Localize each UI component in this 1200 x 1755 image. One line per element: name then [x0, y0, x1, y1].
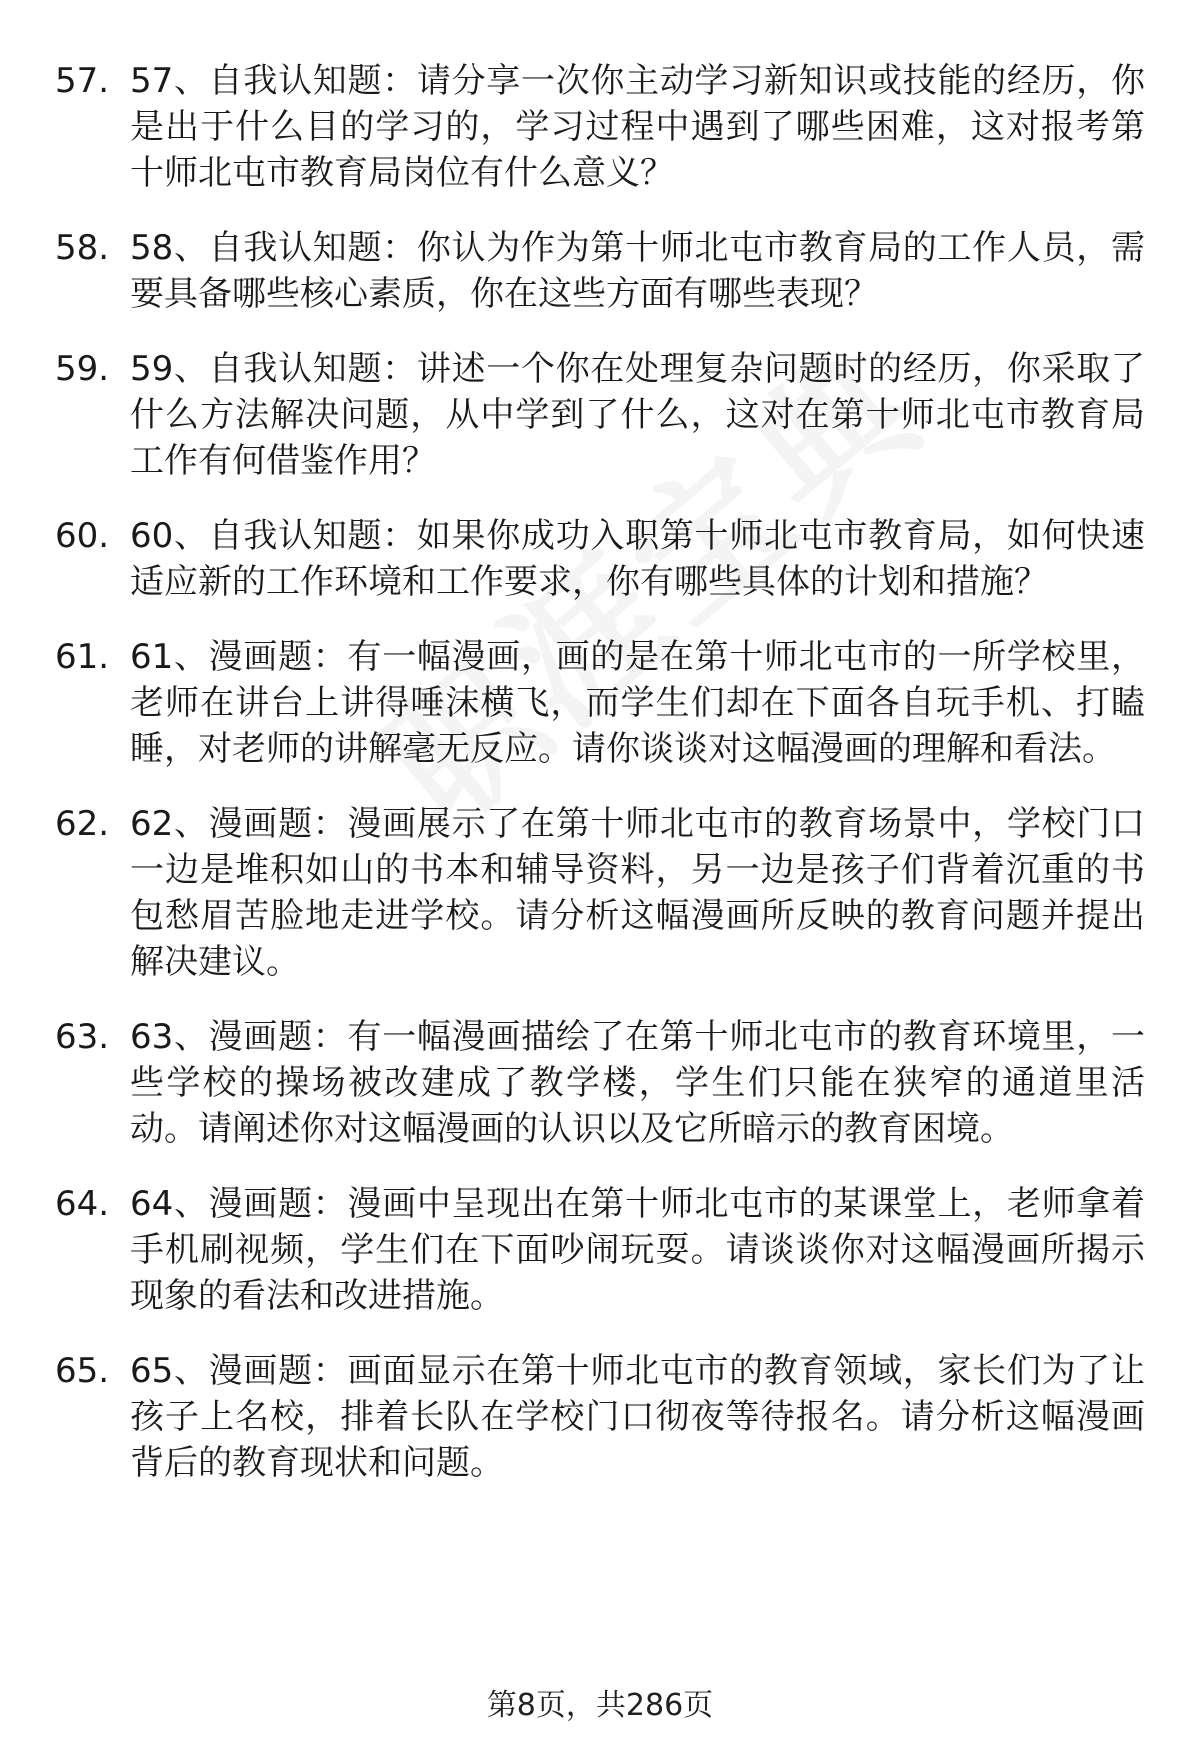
- question-number: 63.: [55, 1017, 110, 1057]
- question-item: [0, 346, 1200, 484]
- question-item: [0, 513, 1200, 605]
- question-item: [0, 1014, 1200, 1152]
- question-text: 58、自我认知题：你认为作为第十师北屯市教育局的工作人员，需要具备哪些核心素质，你在这些方面有哪些表现？: [130, 228, 1145, 314]
- question-list: [0, 58, 1200, 1515]
- question-text: 57、自我认知题：请分享一次你主动学习新知识或技能的经历，你是出于什么目的学习的，学习过程中遇到了哪些困难，这对报考第十师北屯市教育局岗位有什么意义？: [130, 61, 1145, 193]
- question-number: 58.: [55, 228, 110, 268]
- question-number: 60.: [55, 516, 110, 556]
- question-text: 62、漫画题：漫画展示了在第十师北屯市的教育场景中，学校门口一边是堆积如山的书本和辅导资料，另一边是孩子们背着沉重的书包愁眉苦脸地走进学校。请分析这幅漫画所反映的教育问题并提出解决建议。: [130, 804, 1145, 982]
- question-number: 65.: [55, 1351, 110, 1391]
- question-text: 64、漫画题：漫画中呈现出在第十师北屯市的某课堂上，老师拿着手机刷视频，学生们在下面吵闹玩耍。请谈谈你对这幅漫画所揭示现象的看法和改进措施。: [130, 1184, 1145, 1316]
- question-text: 63、漫画题：有一幅漫画描绘了在第十师北屯市的教育环境里，一些学校的操场被改建成了教学楼，学生们只能在狭窄的通道里活动。请阐述你对这幅漫画的认识以及它所暗示的教育困境。: [130, 1017, 1145, 1149]
- question-number: 62.: [55, 804, 110, 844]
- question-item: [0, 1348, 1200, 1486]
- question-item: [0, 1181, 1200, 1319]
- question-item: [0, 225, 1200, 317]
- question-text: 59、自我认知题：讲述一个你在处理复杂问题时的经历，你采取了什么方法解决问题，从中学到了什么，这对在第十师北屯市教育局工作有何借鉴作用？: [130, 349, 1145, 481]
- question-number: 57.: [55, 61, 110, 101]
- question-text: 60、自我认知题：如果你成功入职第十师北屯市教育局，如何快速适应新的工作环境和工作要求，你有哪些具体的计划和措施？: [130, 516, 1145, 602]
- page-number-footer: 第8页，共286页: [486, 1688, 714, 1723]
- question-item: [0, 634, 1200, 772]
- question-number: 59.: [55, 349, 110, 389]
- question-text: 61、漫画题：有一幅漫画，画的是在第十师北屯市的一所学校里，老师在讲台上讲得唾沫横飞，而学生们却在下面各自玩手机、打瞌睡，对老师的讲解毫无反应。请你谈谈对这幅漫画的理解和看法。: [130, 637, 1145, 769]
- question-item: [0, 801, 1200, 985]
- question-number: 64.: [55, 1184, 110, 1224]
- question-number: 61.: [55, 637, 110, 677]
- question-item: [0, 58, 1200, 196]
- question-text: 65、漫画题：画面显示在第十师北屯市的教育领域，家长们为了让孩子上名校，排着长队在学校门口彻夜等待报名。请分析这幅漫画背后的教育现状和问题。: [130, 1351, 1145, 1483]
